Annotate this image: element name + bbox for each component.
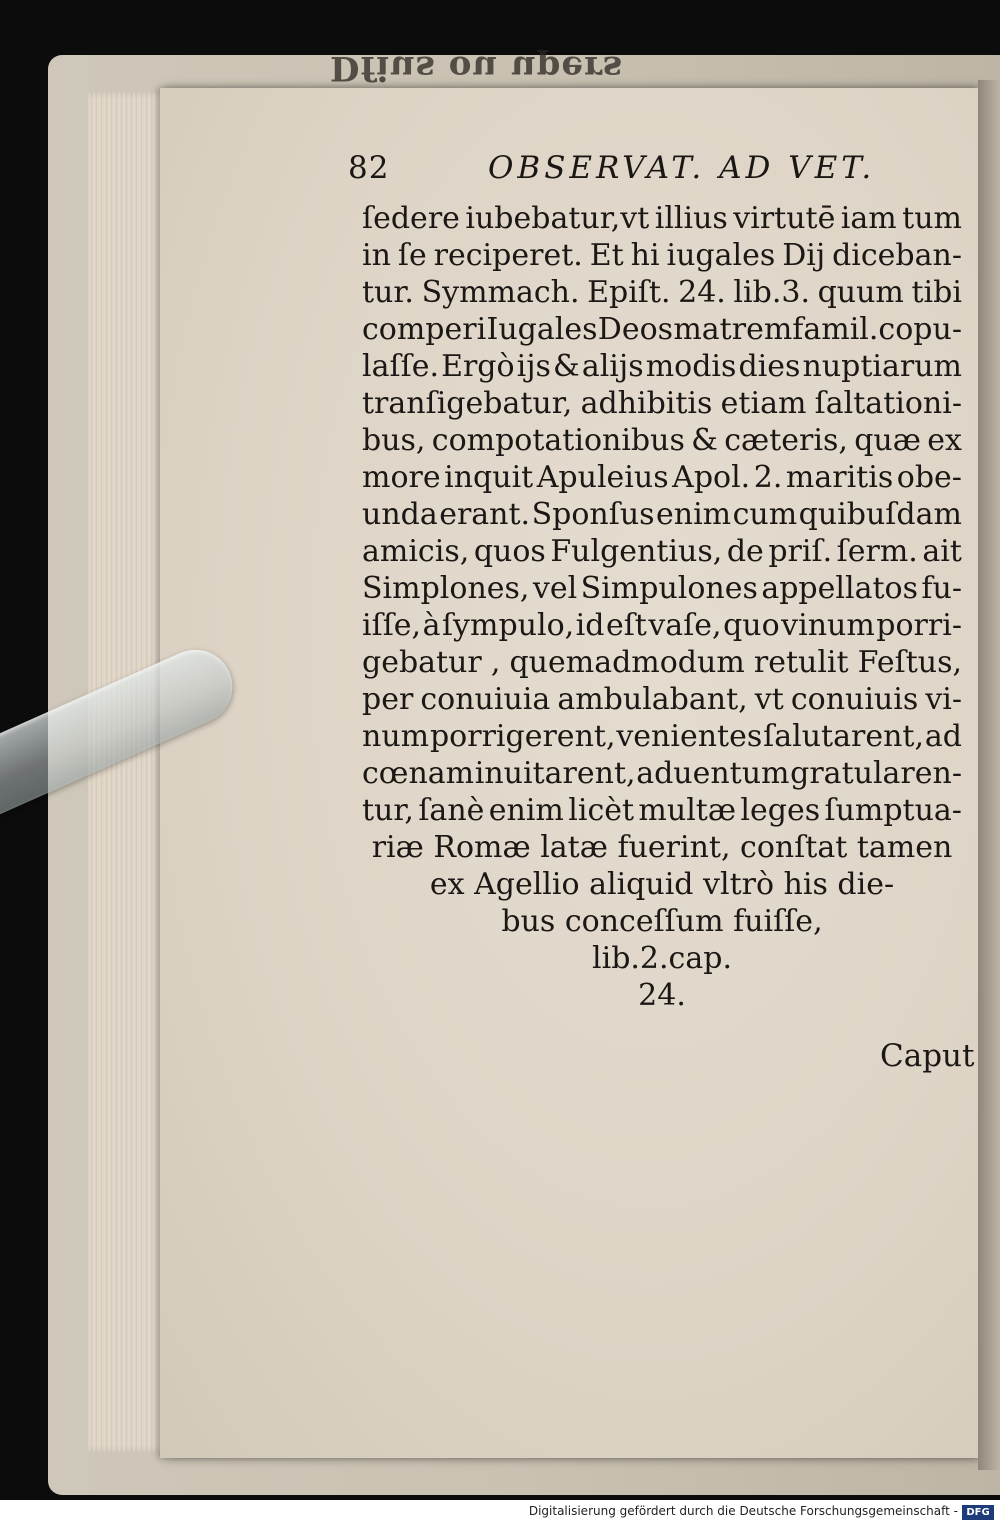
word: leges <box>740 793 821 828</box>
word: tibi <box>911 275 962 310</box>
word: porrigerent, <box>429 719 616 754</box>
text-line <box>362 718 962 755</box>
word: ſedere <box>362 201 460 236</box>
body-text <box>362 200 972 1014</box>
word: inquit <box>444 460 534 495</box>
word: matremfamil.copu- <box>673 312 962 347</box>
word: hi <box>630 238 660 273</box>
word: obe- <box>896 460 962 495</box>
word: 24. <box>678 275 726 310</box>
bleed-through-text: Dfius ou upers <box>330 48 624 88</box>
text-line: 24. <box>638 978 686 1013</box>
word: Fulgentius, <box>550 534 723 569</box>
word: tur, <box>362 793 414 828</box>
word: more <box>362 460 441 495</box>
word: appellatos <box>761 571 918 606</box>
word: quo <box>723 608 780 643</box>
word: 2. <box>753 460 783 495</box>
text-line <box>362 570 962 607</box>
word: quæ <box>854 423 921 458</box>
word: ex <box>927 423 962 458</box>
word: ſe <box>397 238 427 273</box>
text-line <box>362 200 962 237</box>
text-line <box>362 607 962 644</box>
word: ambulabant, <box>557 682 748 717</box>
word: porri- <box>876 608 962 643</box>
word: tranſigebatur, <box>362 386 573 421</box>
word: ſaltationi- <box>814 386 962 421</box>
word: ijs <box>516 349 551 384</box>
centered-block <box>362 829 972 1014</box>
word: per <box>362 682 414 717</box>
word: , <box>490 645 501 680</box>
word: retulit <box>753 645 849 680</box>
word: ſympulo, <box>441 608 575 643</box>
word: quum <box>817 275 904 310</box>
word: diceban- <box>832 238 962 273</box>
word: quemadmodum <box>509 645 745 680</box>
text-line <box>362 681 962 718</box>
word: unda <box>362 497 438 532</box>
word: lib.3. <box>733 275 810 310</box>
word: Deos <box>597 312 674 347</box>
word: ſanè <box>418 793 485 828</box>
word: ad <box>924 719 962 754</box>
catchword: Caput <box>880 1038 975 1074</box>
word: Symmach. <box>421 275 580 310</box>
word: quibuſdam <box>798 497 962 532</box>
word: amicis, <box>362 534 470 569</box>
word: eſt <box>605 608 647 643</box>
word: num <box>362 719 430 754</box>
text-line <box>362 385 962 422</box>
page-header <box>348 150 948 196</box>
word: enim <box>488 793 564 828</box>
word: tur. <box>362 275 414 310</box>
text-line <box>362 496 962 533</box>
word: vinum <box>781 608 875 643</box>
word: virtutē <box>733 201 836 236</box>
word: Dij <box>782 238 826 273</box>
word: ait <box>922 534 962 569</box>
justified-block <box>362 200 972 829</box>
word: venientes <box>616 719 763 754</box>
word: iubebatur,vt <box>465 201 650 236</box>
word: quos <box>473 534 546 569</box>
word: ſerm. <box>836 534 918 569</box>
text-line: bus conceſſum fuiſſe, <box>501 904 823 939</box>
word: cœnam <box>362 756 475 791</box>
word: vel <box>532 571 578 606</box>
word: bus, <box>362 423 426 458</box>
word: compotationibus <box>431 423 685 458</box>
word: reciperet. <box>433 238 583 273</box>
text-line: ex Agellio aliquid vltrò his die- <box>429 867 895 902</box>
word: gratularen- <box>790 756 962 791</box>
word: priſ. <box>768 534 833 569</box>
word: conuiuia <box>420 682 551 717</box>
word: laſſe. <box>362 349 439 384</box>
word: ſalutarent, <box>763 719 924 754</box>
text-line <box>362 348 962 385</box>
digitization-footer <box>0 1500 1000 1526</box>
word: fu- <box>921 571 962 606</box>
text-line <box>362 644 962 681</box>
word: licèt <box>568 793 635 828</box>
word: Simpulones <box>580 571 758 606</box>
word: in <box>362 238 391 273</box>
word: id <box>575 608 605 643</box>
text-line <box>362 274 962 311</box>
text-line <box>362 792 962 829</box>
text-line <box>362 422 962 459</box>
word: cum <box>732 497 798 532</box>
word: Epiſt. <box>587 275 671 310</box>
word: adhibitis <box>580 386 713 421</box>
word: erant. <box>439 497 531 532</box>
text-line <box>362 237 962 274</box>
word: Iugales <box>486 312 598 347</box>
word: multæ <box>638 793 737 828</box>
text-line <box>362 755 962 792</box>
page-number: 82 <box>348 150 390 186</box>
text-line <box>362 533 962 570</box>
word: iſſe, <box>362 608 422 643</box>
word: modis <box>645 349 737 384</box>
word: nuptiarum <box>802 349 962 384</box>
word: etiam <box>720 386 807 421</box>
word: de <box>726 534 764 569</box>
word: vaſe, <box>648 608 722 643</box>
word: enim <box>656 497 732 532</box>
running-title: OBSERVAT. AD VET. <box>488 150 876 186</box>
word: tum <box>902 201 962 236</box>
word: Sponſus <box>531 497 655 532</box>
word: Ergò <box>441 349 515 384</box>
word: cæteris, <box>724 423 848 458</box>
book-spine <box>978 80 1000 1470</box>
dfg-logo: DFG <box>962 1505 994 1520</box>
word: vt <box>754 682 784 717</box>
word: iam <box>840 201 897 236</box>
text-line <box>362 311 962 348</box>
word: aduentum <box>636 756 790 791</box>
word: comperi <box>362 312 487 347</box>
word: inuitarent, <box>474 756 636 791</box>
word: gebatur <box>362 645 482 680</box>
word: Apol. <box>672 460 751 495</box>
word: ſumptua- <box>824 793 962 828</box>
word: & <box>691 423 718 458</box>
word: iugales <box>666 238 776 273</box>
word: alijs <box>581 349 644 384</box>
word: dies <box>738 349 801 384</box>
text-line: riæ Romæ latæ fuerint, conſtat tamen <box>371 830 953 865</box>
word: & <box>553 349 580 384</box>
word: à <box>422 608 441 643</box>
text-line <box>362 459 962 496</box>
word: Apuleius <box>536 460 669 495</box>
word: illius <box>654 201 728 236</box>
text-line: lib.2.cap. <box>592 941 732 976</box>
funding-credit: Digitalisierung gefördert durch die Deutsche Forschungsgemeinschaft - <box>528 1504 958 1518</box>
word: maritis <box>785 460 894 495</box>
word: Et <box>589 238 624 273</box>
word: Feſtus, <box>857 645 962 680</box>
word: conuiuis <box>790 682 919 717</box>
word: Simplones, <box>362 571 530 606</box>
word: vi- <box>925 682 962 717</box>
